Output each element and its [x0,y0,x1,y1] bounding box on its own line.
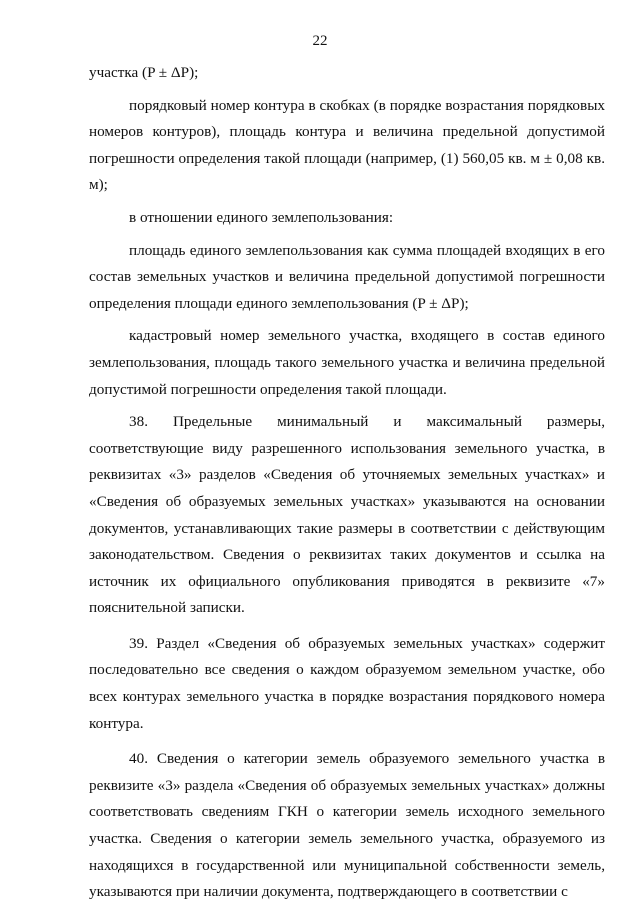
paragraph-item-38: 38. Предельные минимальный и максимальный размеры, соответствующие виду разрешенного использования земельного участка, в реквизитах «3» разделов «Сведения об уточняемых земельных участках» и «Сведения об образуемых земельных участках» указываются на основании документов, устанавливающих такие размеры в соответствии с действующим законодательством. Сведения о реквизитах таких документов и ссылка на источник их официального опубликования приводятся в реквизите «7» пояснительной записки. [89,413,605,617]
paragraph-item-40: 40. Сведения о категории земель образуемого земельного участка в реквизите «3» раздела «Сведения об образуемых земельных участках» должны соответствовать сведениям ГКН о категории земель исходного земельного участка. Сведения о категории земель земельного участка, образуемого из находящихся в государственной или муниципальной собственности земель, указываются при наличии документа, подтверждающего в соответствии с [89,750,605,901]
paragraph-item-39: 39. Раздел «Сведения об образуемых земельных участках» содержит последовательно все сведения о каждом образуемом земельном участке, обо всех контурах земельного участка в порядке возрастания порядкового номера контура. [89,634,605,732]
paragraph-single-land-use-area: площадь единого землепользования как сумма площадей входящих в его состав земельных участков и величина предельной допустимой погрешности определения площади единого землепользования (P ± ΔP); [89,241,605,312]
paragraph-contour-number: порядковый номер контура в скобках (в порядке возрастания порядковых номеров контуров), площадь контура и величина предельной допустимой погрешности определения такой площади (например, (1) 560,05 кв. м ± 0,08 кв. м); [89,96,605,194]
paragraph-cadastral-number: кадастровый номер земельного участка, входящего в состав единого землепользования, площадь такого земельного участка и величина предельной допустимой погрешности определения такой площади. [89,327,605,398]
document-body [89,60,605,906]
paragraph-single-land-use-heading: в отношении единого землепользования: [129,208,394,226]
page-number: 22 [312,33,328,49]
paragraph-continuation: участка (P ± ΔP); [89,64,199,81]
